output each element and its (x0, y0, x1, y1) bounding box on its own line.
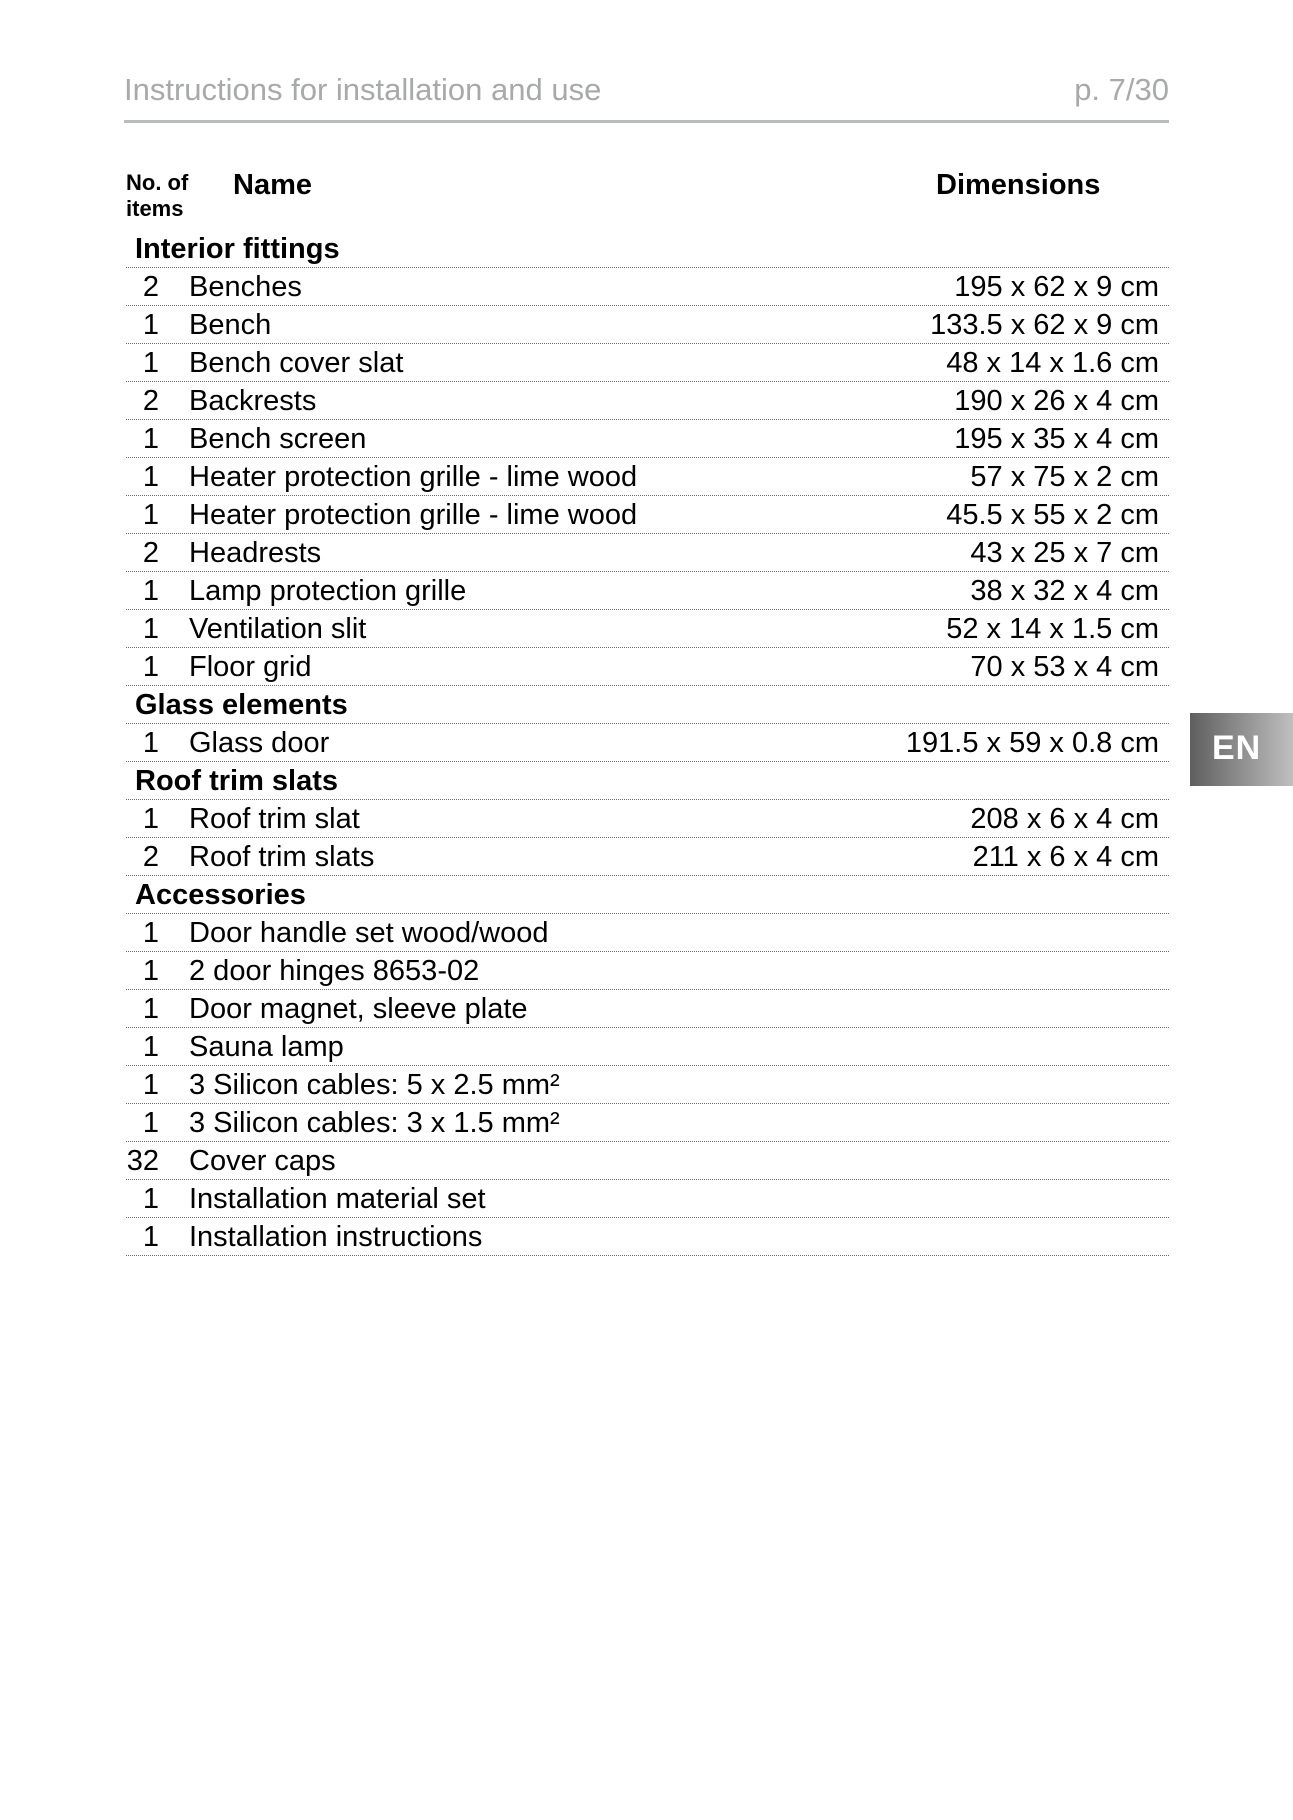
table-row (126, 1180, 1169, 1218)
item-name: 2 door hinges 8653-02 (189, 955, 480, 987)
item-name: Door magnet, sleeve plate (189, 993, 528, 1025)
item-name: Door handle set wood/wood (189, 917, 549, 949)
table-row (126, 800, 1169, 838)
item-count: 2 (142, 841, 159, 873)
item-name: Bench screen (189, 423, 367, 455)
item-dimensions: 70 x 53 x 4 cm (970, 651, 1159, 683)
table-row (126, 458, 1169, 496)
language-tab (1190, 713, 1293, 786)
item-name: Installation instructions (189, 1221, 483, 1253)
item-name: Bench (189, 309, 272, 341)
item-name: Roof trim slats (189, 841, 375, 873)
item-count: 1 (142, 309, 159, 341)
item-name: Headrests (189, 537, 322, 569)
item-count: 1 (142, 955, 159, 987)
language-tab-label: EN (1212, 729, 1262, 767)
column-header-count-line1: No. of (126, 170, 189, 195)
item-name: 3 Silicon cables: 5 x 2.5 mm² (189, 1069, 560, 1101)
item-count: 1 (142, 575, 159, 607)
item-dimensions: 195 x 35 x 4 cm (954, 423, 1159, 455)
item-name: Benches (189, 271, 302, 303)
item-name: Roof trim slat (189, 803, 360, 835)
item-name: Sauna lamp (189, 1031, 344, 1063)
section-heading (126, 230, 1169, 268)
column-header-count (126, 170, 188, 222)
parts-list-table (126, 230, 1169, 1256)
item-dimensions: 190 x 26 x 4 cm (954, 385, 1159, 417)
table-row (126, 610, 1169, 648)
item-dimensions: 57 x 75 x 2 cm (970, 461, 1159, 493)
table-row (126, 534, 1169, 572)
item-count: 1 (142, 727, 159, 759)
item-dimensions: 208 x 6 x 4 cm (970, 803, 1159, 835)
item-count: 2 (142, 537, 159, 569)
item-count: 2 (142, 271, 159, 303)
item-count: 1 (142, 803, 159, 835)
item-count: 1 (142, 613, 159, 645)
table-row (126, 952, 1169, 990)
column-header-count-line2: items (126, 196, 184, 221)
table-row (126, 1104, 1169, 1142)
item-count: 1 (142, 1069, 159, 1101)
table-row (126, 1218, 1169, 1256)
item-count: 2 (142, 385, 159, 417)
table-row (126, 648, 1169, 686)
item-name: Glass door (189, 727, 330, 759)
item-count: 1 (142, 993, 159, 1025)
table-row (126, 838, 1169, 876)
item-count: 1 (142, 423, 159, 455)
item-count: 1 (142, 1221, 159, 1253)
item-dimensions: 38 x 32 x 4 cm (970, 575, 1159, 607)
item-name: Heater protection grille - lime wood (189, 499, 638, 531)
table-row (126, 990, 1169, 1028)
table-row (126, 496, 1169, 534)
item-name: Lamp protection grille (189, 575, 467, 607)
item-count: 1 (142, 917, 159, 949)
section-title: Interior fittings (135, 233, 340, 265)
item-dimensions: 191.5 x 59 x 0.8 cm (905, 727, 1159, 759)
section-title: Glass elements (135, 689, 348, 721)
section-heading (126, 876, 1169, 914)
section-title: Accessories (135, 879, 306, 911)
table-row (126, 1028, 1169, 1066)
item-name: 3 Silicon cables: 3 x 1.5 mm² (189, 1107, 560, 1139)
item-count: 1 (142, 461, 159, 493)
table-row (126, 724, 1169, 762)
section-title: Roof trim slats (135, 765, 339, 797)
item-name: Bench cover slat (189, 347, 404, 379)
item-name: Cover caps (189, 1145, 336, 1177)
table-row (126, 572, 1169, 610)
item-dimensions: 48 x 14 x 1.6 cm (946, 347, 1159, 379)
column-header-name: Name (233, 169, 312, 201)
table-row (126, 420, 1169, 458)
item-dimensions: 43 x 25 x 7 cm (970, 537, 1159, 569)
section-heading (126, 686, 1169, 724)
item-count: 32 (126, 1145, 159, 1177)
table-row (126, 382, 1169, 420)
page-header (124, 70, 1169, 123)
item-name: Installation material set (189, 1183, 486, 1215)
table-row (126, 306, 1169, 344)
section-heading (126, 762, 1169, 800)
item-dimensions: 195 x 62 x 9 cm (954, 271, 1159, 303)
item-dimensions: 211 x 6 x 4 cm (972, 841, 1159, 873)
table-row (126, 344, 1169, 382)
item-count: 1 (142, 347, 159, 379)
item-name: Heater protection grille - lime wood (189, 461, 638, 493)
item-name: Ventilation slit (189, 613, 367, 645)
table-row (126, 1142, 1169, 1180)
item-name: Floor grid (189, 651, 312, 683)
item-dimensions: 45.5 x 55 x 2 cm (946, 499, 1159, 531)
item-count: 1 (142, 651, 159, 683)
item-count: 1 (142, 1183, 159, 1215)
table-row (126, 268, 1169, 306)
item-count: 1 (142, 1031, 159, 1063)
table-row (126, 914, 1169, 952)
item-dimensions: 52 x 14 x 1.5 cm (946, 613, 1159, 645)
item-count: 1 (142, 1107, 159, 1139)
item-dimensions: 133.5 x 62 x 9 cm (930, 309, 1159, 341)
table-row (126, 1066, 1169, 1104)
item-name: Backrests (189, 385, 317, 417)
column-header-dimensions: Dimensions (936, 169, 1101, 201)
item-count: 1 (142, 499, 159, 531)
document-title: Instructions for installation and use (124, 72, 602, 107)
page-number: p. 7/30 (1074, 72, 1169, 107)
